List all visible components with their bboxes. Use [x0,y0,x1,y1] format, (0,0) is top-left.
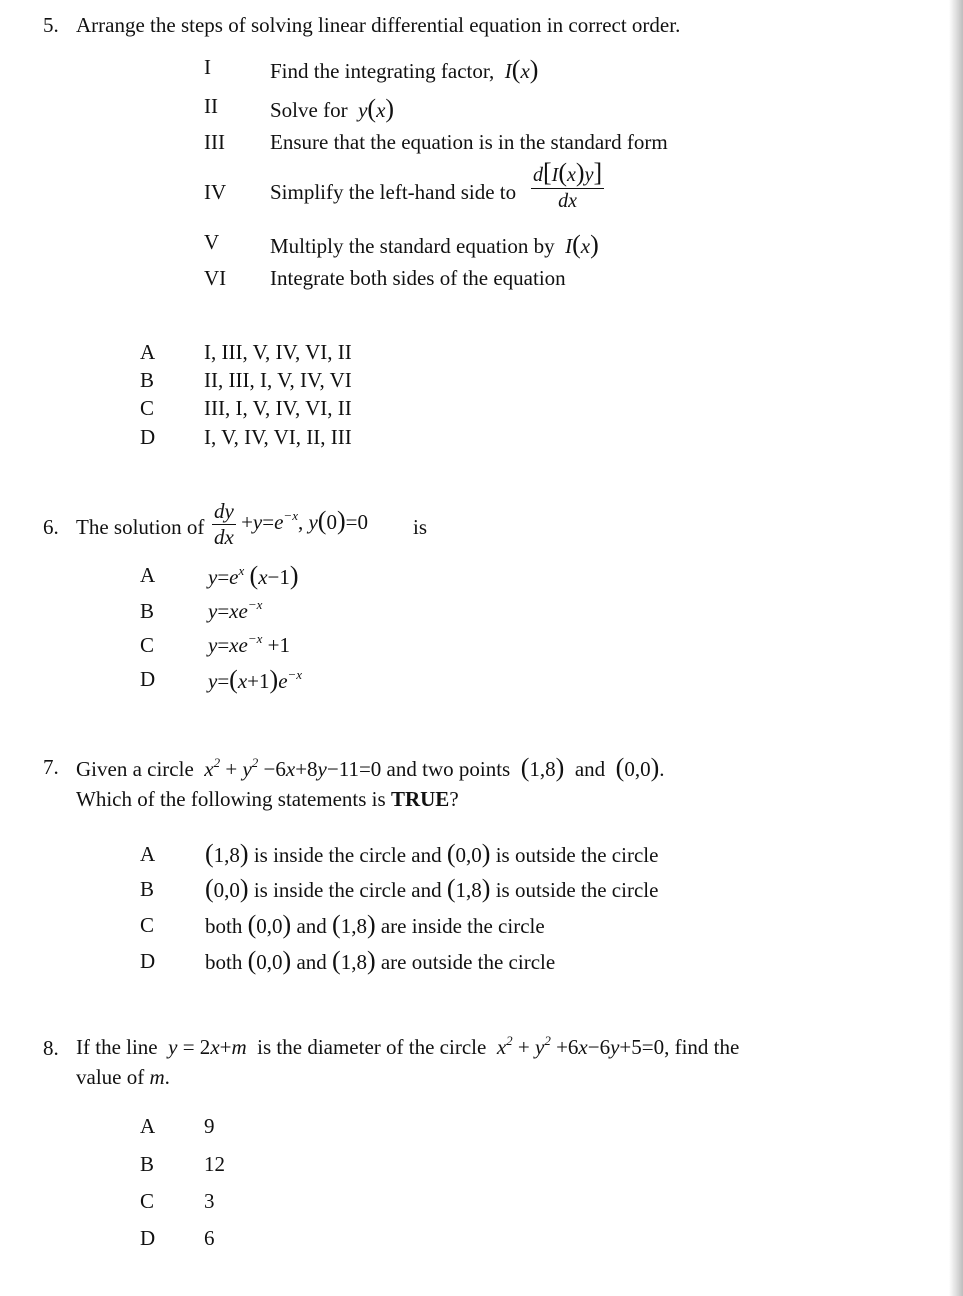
q8-stem-var: m [149,1065,165,1089]
q7-option-b-letter: B [140,877,155,901]
q7-stem-bold: TRUE [390,787,450,811]
q6-number: 6. [43,515,59,539]
q8-option-c-letter: C [140,1189,155,1213]
q5-step-text-4: Simplify the left-hand side to [270,180,517,204]
q5-stem: Arrange the steps of solving linear differential equation in correct order. [76,13,681,37]
q7-option-d-letter: D [140,949,156,973]
q5-step-1 [270,57,538,83]
q7-c-phrase-1: both [205,914,243,938]
q5-option-b-text: II, III, I, V, IV, VI [204,368,352,392]
q8-option-d-value: 6 [204,1226,215,1250]
q5-option-c-letter: C [140,396,155,420]
q5-option-a-text: I, III, V, IV, VI, II [204,340,352,364]
q5-step-text-2: Solve for [270,98,348,122]
q6-stem-math: $\frac{dy}{dx}$ $+y=e^{-x}$, y(0)=0 [214,499,368,549]
q7-stem-line1 [76,755,664,781]
q7-number: 7. [43,755,59,779]
q7-c-phrase-3: are inside the circle [380,914,545,938]
q7-stem-line2 [76,789,459,810]
q5-step-text-1: Find the integrating factor, [270,59,495,83]
q5-step-numeral-2: II [204,94,218,118]
q5-step-math-2: y(x) [352,94,395,123]
q6-stem-suffix: is [413,515,428,539]
q7-option-a-letter: A [140,842,156,866]
q8-stem-text-b: is the diameter of the circle [257,1035,487,1059]
q5-step-2 [270,96,394,122]
q5-option-a-letter: A [140,340,156,364]
q5-step-text-6: Integrate both sides of the equation [270,266,566,290]
q6-option-c-letter: C [140,633,155,657]
q8-option-b-value: 12 [204,1152,225,1176]
q7-stem-text-d: Which of the following statements is [76,787,386,811]
q8-circle-equation: $x^2 + y^2 +6x-6y+5=0$ [491,1033,665,1059]
q8-option-d-letter: D [140,1226,156,1250]
q7-stem-text-c: and [574,757,606,781]
q7-stem-text-b: and two points [386,757,511,781]
q8-stem-text-c: , find the [664,1035,740,1059]
q7-option-d-text: both (0,0) and (1,8) are outside the circle [205,946,556,975]
q7-b-phrase-1: is inside the circle and [253,878,442,902]
q6-option-a-math: $y=e^x$ (x−1) [208,561,299,590]
q7-a-phrase-1: is inside the circle and [253,843,442,867]
q7-stem-qmark: ? [449,787,459,811]
q7-point-2: (0,0). [615,753,665,782]
q7-option-a-text: (1,8) is inside the circle and (0,0) is outside the circle [205,839,659,868]
q7-d-phrase-2: and [296,950,327,974]
q8-option-a-letter: A [140,1114,156,1138]
q5-step-math-5: I(x) [559,230,599,259]
q5-option-d-text: I, V, IV, VI, II, III [204,425,352,449]
q8-stem-text-d: value of [76,1065,145,1089]
q6-option-b-math: $y=xe^{-x}$ [208,597,263,623]
q7-point-1: (1,8) [520,753,565,782]
q7-a-phrase-2: is outside the circle [495,843,659,867]
q7-d-phrase-1: both [205,950,243,974]
q5-step-numeral-4: IV [204,180,227,204]
q8-option-b-letter: B [140,1152,155,1176]
q6-stem-prefix: The solution of [76,515,205,539]
q5-option-b-letter: B [140,368,155,392]
q6-option-c-math: $y=xe^{-x} +1$ [208,631,290,657]
q7-c-phrase-2: and [296,914,327,938]
q5-step-math-4: $\frac{d[I(x)y]}{dx}$ [533,158,603,212]
q7-stem-text-a: Given a circle [76,757,194,781]
q5-step-numeral-3: III [204,130,225,154]
q6-option-b-letter: B [140,599,155,623]
q8-stem-text-a: If the line [76,1035,158,1059]
q8-stem-period: . [164,1065,170,1089]
q8-stem-line1 [76,1033,740,1059]
q7-d-phrase-3: are outside the circle [380,950,556,974]
page-edge-shadow [949,0,963,1296]
q5-step-5 [270,232,599,258]
q8-stem-line2 [76,1067,170,1088]
q8-option-c-value: 3 [204,1189,215,1213]
q6-option-a-letter: A [140,563,156,587]
q5-step-text-5: Multiply the standard equation by [270,234,555,258]
q7-option-b-text: (0,0) is inside the circle and (1,8) is outside the circle [205,874,659,903]
q8-option-a-value: 9 [204,1114,215,1138]
q6-option-d-letter: D [140,667,156,691]
q5-step-text-3: Ensure that the equation is in the standard form [270,130,668,154]
q8-line-equation: y = 2x+m [162,1035,252,1059]
q5-step-numeral-1: I [204,55,211,79]
q5-number: 5. [43,13,59,37]
q7-circle-equation: $x^2 + y^2 -6x+8y-11=0$ [199,755,382,781]
q7-option-c-text: both (0,0) and (1,8) are inside the circle [205,910,545,939]
q5-step-numeral-5: V [204,230,220,254]
q5-option-d-letter: D [140,425,156,449]
q7-b-phrase-2: is outside the circle [495,878,659,902]
q5-step-numeral-6: VI [204,266,227,290]
q6-option-d-math: $y=(x+1)e^{-x}$ [208,665,303,694]
q5-option-c-text: III, I, V, IV, VI, II [204,396,352,420]
q7-option-c-letter: C [140,913,155,937]
q5-step-math-1: I(x) [499,55,539,84]
q8-number: 8. [43,1036,59,1060]
